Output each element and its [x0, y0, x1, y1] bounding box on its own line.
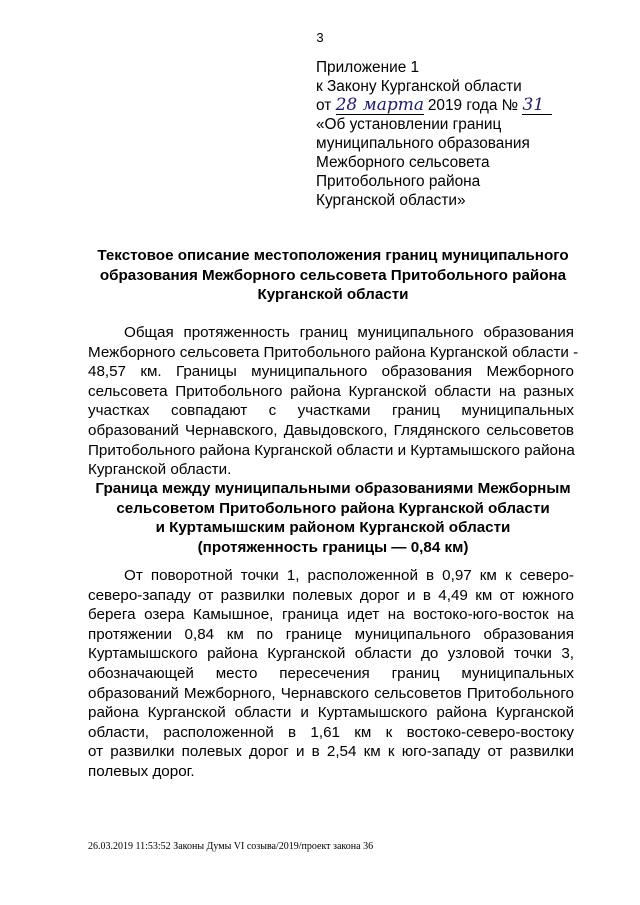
text-line: берега озера Камышное, граница идет на востоко-юго-восток на — [88, 606, 574, 624]
text-line: протяжении 0,84 км по границе муниципального образования — [88, 625, 574, 643]
appendix-law-title-3: Межборного сельсовета — [316, 154, 490, 171]
appendix-block — [316, 58, 606, 210]
page-number: 3 — [316, 30, 324, 45]
text-line: 48,57 км. Границы муниципального образования Межборного — [88, 363, 574, 381]
text-line: Межборного сельсовета Притобольного района Курганской области - — [88, 343, 579, 361]
text-line: Притобольного района Курганской области и Куртамышского района — [88, 441, 575, 459]
appendix-law-ref: к Закону Курганской области — [316, 78, 522, 95]
appendix-law-title-2: муниципального образования — [316, 135, 530, 152]
appendix-title: Приложение 1 — [316, 59, 420, 76]
section-heading-line: (протяженность границы — 0,84 км) — [197, 538, 469, 556]
date-prefix: от — [316, 97, 332, 114]
text-line: от развилки полевых дорог и в 2,54 км к юго-западу от развилки — [88, 743, 574, 761]
text-line: Курганской области. — [88, 461, 232, 479]
handwritten-date-field — [336, 97, 424, 115]
appendix-date-line — [316, 96, 606, 115]
section-heading — [88, 479, 578, 557]
text-line: обозначающей место пересечения границ муниципальных — [88, 664, 574, 682]
handwritten-number: 31 — [522, 95, 545, 115]
document-title — [88, 246, 578, 305]
section-heading-line: сельсоветом Притобольного района Курганской области — [116, 499, 550, 517]
text-line: сельсовета Притобольного района Курганской области на разных — [88, 382, 574, 400]
appendix-law-title-5: Курганской области» — [316, 192, 466, 209]
appendix-law-title-1: «Об установлении границ — [316, 116, 502, 133]
title-line: образования Межборного сельсовета Притобольного района — [99, 266, 567, 284]
text-line: образований Чернавского, Давыдовского, Глядянского сельсоветов — [88, 421, 574, 439]
text-line: полевых дорог. — [88, 762, 195, 780]
handwritten-number-field — [522, 97, 552, 115]
title-line: Текстовое описание местоположения границ муниципального — [97, 247, 569, 264]
paragraph-total-length — [88, 323, 579, 480]
year-text: 2019 года № — [427, 97, 519, 114]
text-line: образований Межборного, Чернавского сельсоветов Притобольного — [88, 684, 574, 702]
text-line: участках совпадают с участками границ муниципальных — [88, 402, 574, 420]
appendix-law-title-4: Притобольного района — [316, 173, 481, 190]
section-heading-line: Граница между муниципальными образованиями Межборным — [95, 480, 571, 497]
text-line: района Курганской области и Куртамышского района Курганской — [88, 704, 574, 722]
text-line: Общая протяженность границ муниципального образования — [124, 324, 574, 341]
section-heading-line: и Куртамышским районом Курганской области — [155, 519, 511, 536]
footer-file-path: 26.03.2019 11:53:52 Законы Думы VI созыва/2019/проект закона 36 — [88, 841, 374, 852]
text-line: Куртамышского района Курганской области до узловой точки 3, — [88, 645, 574, 663]
text-line: области, расположенной в 1,61 км к востоко-северо-востоку — [88, 723, 574, 741]
text-line: северо-западу от развилки полевых дорог и в 4,49 км от южного — [88, 586, 574, 604]
handwritten-date: 28 марта — [335, 95, 424, 115]
text-line: От поворотной точки 1, расположенной в 0,97 км к северо- — [124, 567, 574, 584]
title-line: Курганской области — [257, 286, 409, 303]
paragraph-boundary-description — [88, 566, 574, 782]
